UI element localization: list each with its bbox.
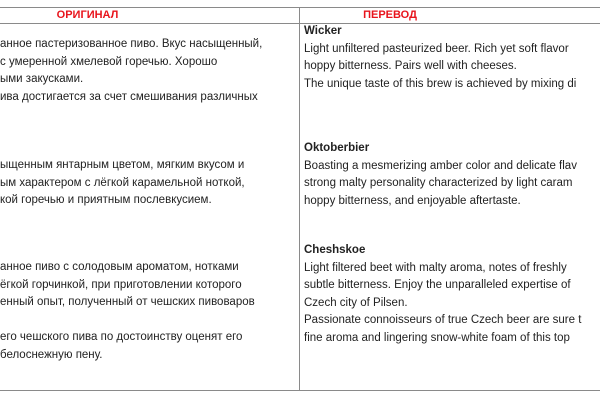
original-cell-oktoberbier (0, 157, 298, 210)
beer-title: Wicker (304, 25, 342, 37)
original-line: белоснежную пену. (0, 348, 103, 361)
header-original (0, 8, 299, 23)
header-translation-label: ПЕРЕВОД (363, 9, 417, 21)
beer-title: Cheshskoe (304, 244, 366, 256)
translation-line: The unique taste of this brew is achieved by mixing di (304, 77, 577, 90)
original-line: ыми закусками. (0, 73, 84, 85)
original-line: кой горечью и приятным послевкусием. (0, 194, 212, 206)
translation-line: Czech city of Pilsen. (304, 296, 408, 309)
translation-line: Light filtered beet with malty aroma, notes of freshly (304, 261, 567, 274)
original-line (0, 312, 298, 330)
translation-line: Boasting a mesmerizing amber color and delicate flav (304, 159, 577, 172)
translation-line: subtle bitterness. Enjoy the unparalleled expertise of (304, 279, 571, 291)
original-line: анное пиво с солодовым ароматом, нотками (0, 261, 239, 273)
original-line: ива достигается за счет смешивания различных (0, 90, 258, 103)
translation-line: hoppy bitterness, and enjoyable aftertaste. (304, 194, 521, 207)
original-line: анное пастеризованное пиво. Вкус насыщенный, (0, 38, 263, 50)
original-cell-cheshskoe (0, 259, 298, 364)
original-line: его чешского пива по достоинству оценят его (0, 331, 243, 343)
table-bottom-border (0, 390, 600, 391)
translation-line: fine aroma and lingering snow-white foam of this top (304, 331, 570, 344)
original-line: с умеренной хмелевой горечью. Хорошо (0, 55, 218, 68)
original-line: енный опыт, полученный от чешских пивоваров (0, 296, 255, 308)
beer-title: Oktoberbier (304, 142, 370, 154)
original-cell-wicker (0, 36, 298, 106)
original-line: ым характером с лёгкой карамельной ноткой, (0, 176, 245, 189)
translation-cell-cheshskoe (304, 242, 600, 347)
translation-line: Light unfiltered pasteurized beer. Rich yet soft flavor (304, 42, 569, 55)
translation-line: hoppy bitterness. Pairs well with cheeses. (304, 60, 517, 72)
original-line: ёгкой горчинкой, при приготовлении которого (0, 278, 242, 291)
header-original-label: ОРИГИНАЛ (56, 9, 119, 21)
header-translation (300, 8, 600, 23)
translation-line: Passionate connoisseurs of true Czech beer are sure t (304, 314, 582, 326)
translation-line: strong malty personality characterized by light caram (304, 177, 573, 189)
translation-cell-wicker (304, 23, 600, 93)
original-line: ыщенным янтарным цветом, мягким вкусом и (0, 159, 245, 171)
translation-cell-oktoberbier (304, 140, 600, 210)
column-divider (299, 7, 300, 391)
